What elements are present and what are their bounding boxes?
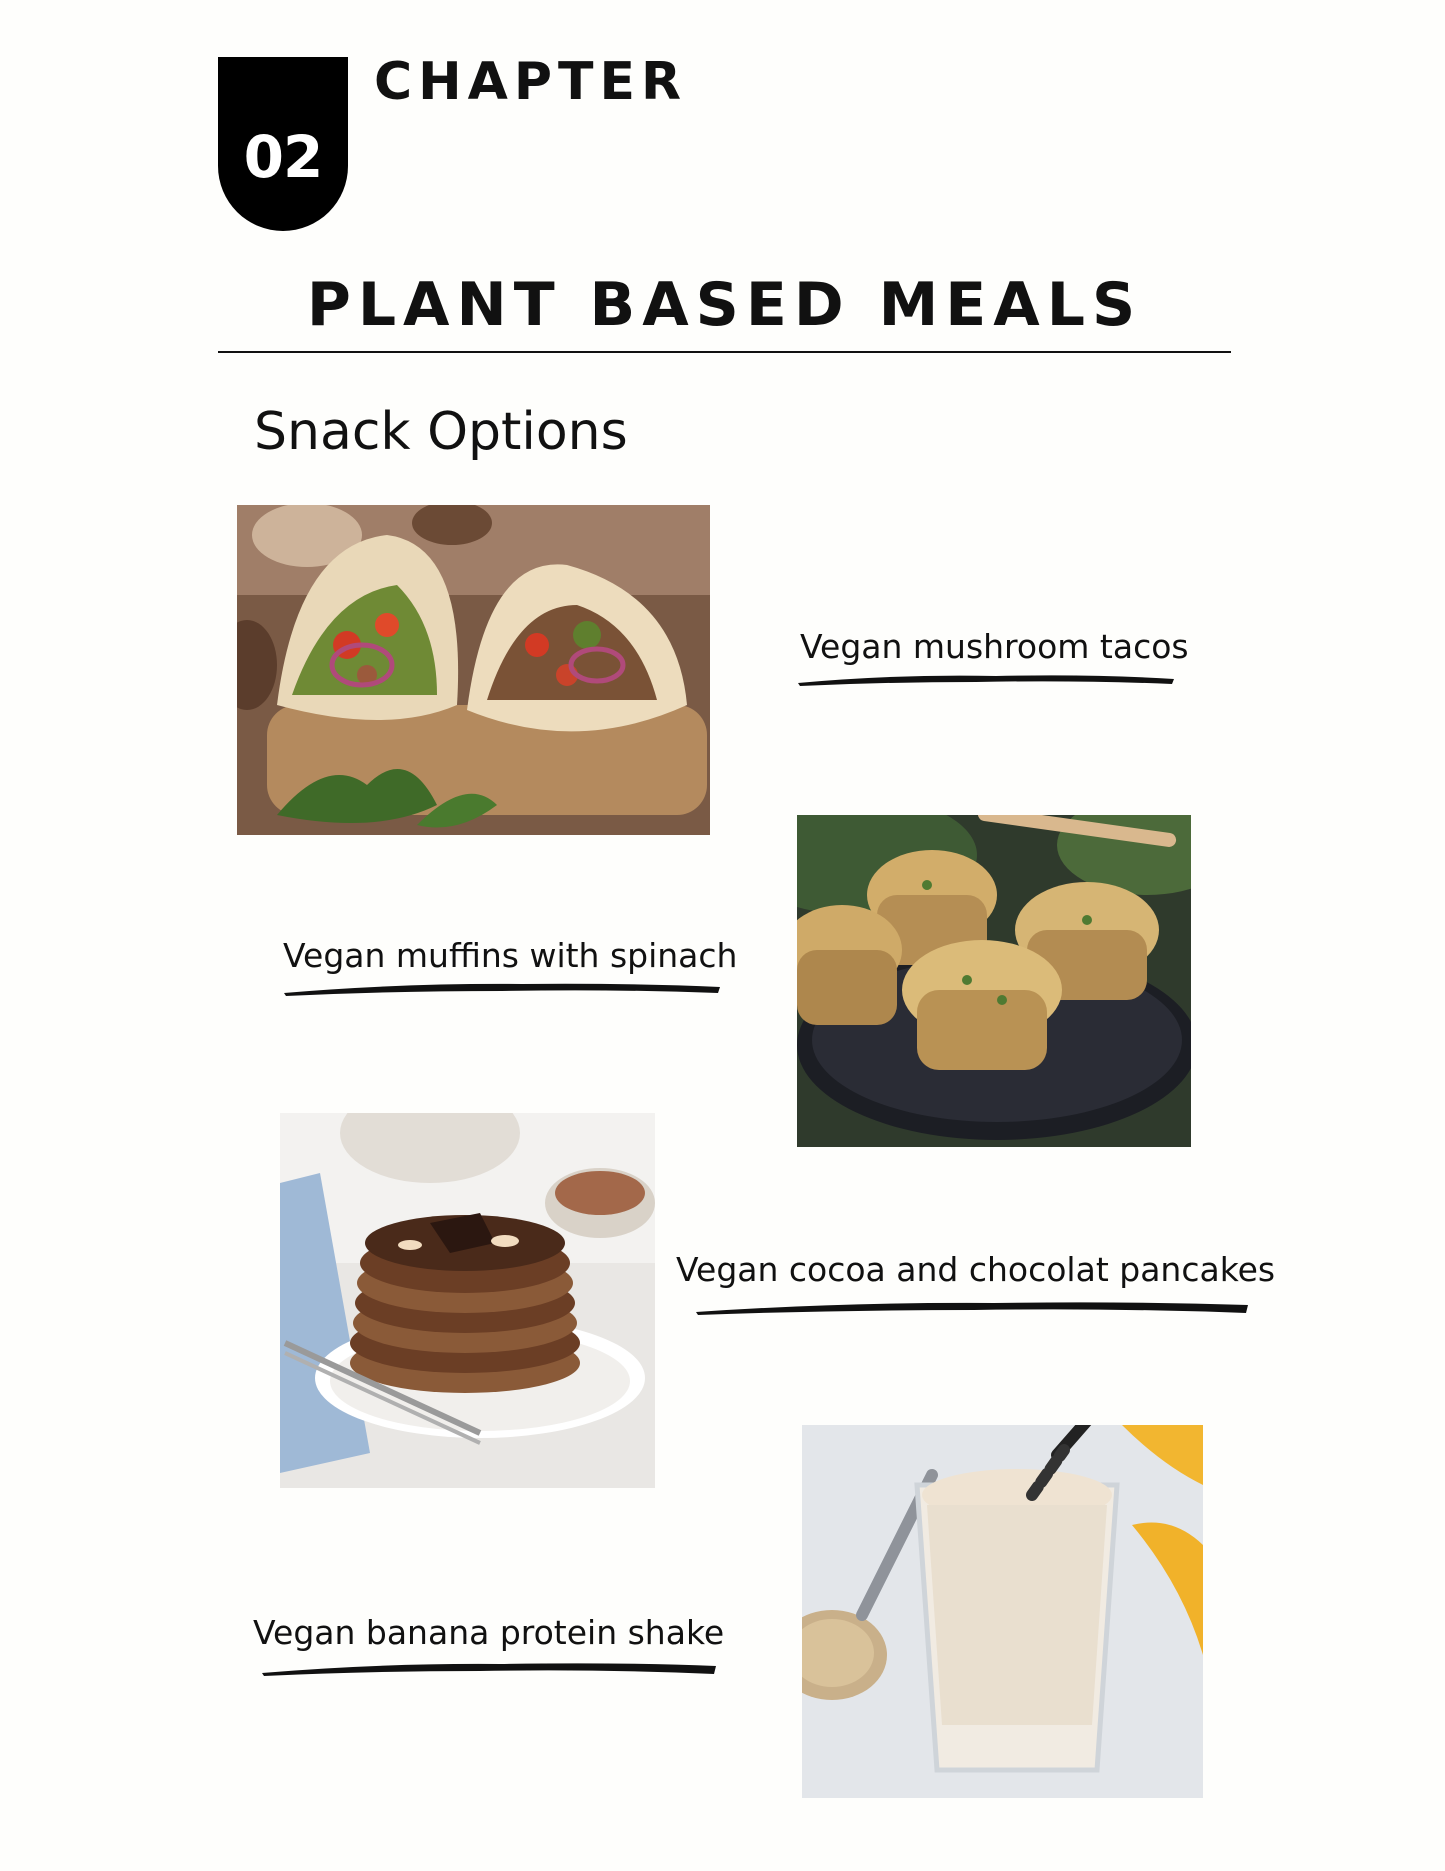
chapter-badge — [218, 57, 348, 231]
section-heading: Snack Options — [254, 402, 628, 462]
snack-caption: Vegan cocoa and chocolat pancakes — [676, 1250, 1276, 1289]
mushroom-tacos-photo — [237, 505, 710, 835]
caption-underline — [282, 979, 722, 997]
spinach-muffins-photo — [797, 815, 1191, 1147]
snack-caption: Vegan banana protein shake — [253, 1613, 725, 1652]
banana-shake-photo — [802, 1425, 1203, 1798]
chapter-number: 02 — [243, 123, 323, 191]
caption-underline — [796, 670, 1176, 688]
caption-underline — [260, 1659, 718, 1677]
chocolate-pancakes-photo — [280, 1113, 655, 1488]
snack-caption: Vegan mushroom tacos — [800, 627, 1189, 666]
caption-underline — [694, 1298, 1250, 1316]
page-title: PLANT BASED MEALS — [306, 270, 1143, 340]
title-divider — [218, 351, 1231, 353]
snack-caption: Vegan muffins with spinach — [283, 936, 738, 975]
chapter-label: CHAPTER — [374, 52, 688, 112]
